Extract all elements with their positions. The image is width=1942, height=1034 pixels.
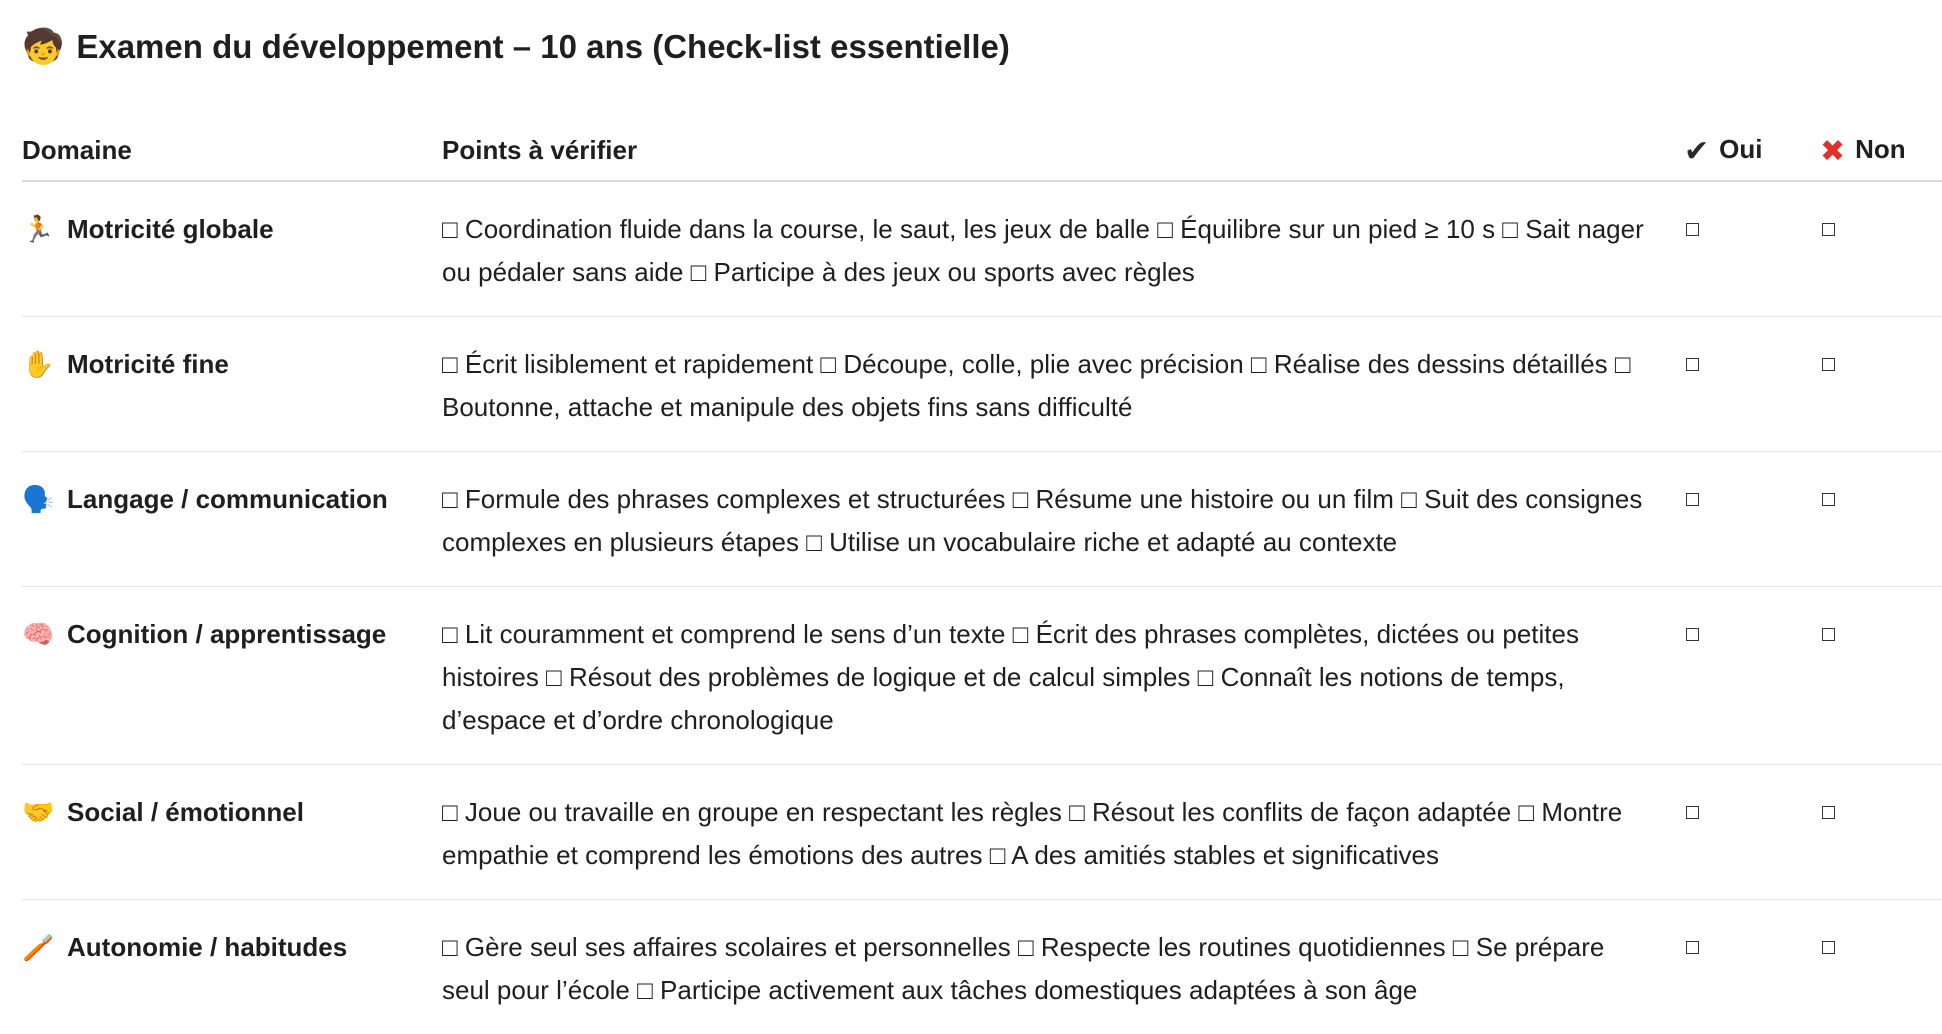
toothbrush-icon: 🪥 [22, 932, 55, 962]
non-cell [1820, 452, 1942, 587]
page-title [22, 22, 1918, 72]
points-cell: □ Écrit lisiblement et rapidement □ Découpe, colle, plie avec précision □ Réalise des dessins détaillés □ Boutonne, attache et manipule des objets fins sans difficulté [442, 349, 1631, 422]
header-domain: Domaine [22, 120, 442, 181]
non-cell [1820, 765, 1942, 900]
oui-checkbox[interactable] [1686, 493, 1699, 506]
points-cell: □ Joue ou travaille en groupe en respectant les règles □ Résout les conflits de façon adaptée □ Montre empathie et comprend les émotions des autres □ A des amitiés stables et significatives [442, 797, 1623, 870]
oui-cell [1684, 900, 1820, 1034]
points-cell: □ Lit couramment et comprend le sens d’un texte □ Écrit des phrases complètes, dictées ou petites histoires □ Résout des problèmes de logique et de calcul simples □ Connaît les notions de temps, d’espace et d’ordre chronologique [442, 619, 1579, 735]
oui-checkbox[interactable] [1686, 223, 1699, 236]
domain-cell [22, 587, 442, 765]
domain-cell [22, 765, 442, 900]
page-title-text: Examen du développement – 10 ans (Check-list essentielle) [76, 28, 1010, 65]
header-points: Points à vérifier [442, 120, 1684, 181]
oui-checkbox[interactable] [1686, 806, 1699, 819]
table-row [22, 452, 1942, 587]
header-non-label: Non [1855, 133, 1906, 164]
non-checkbox[interactable] [1822, 806, 1835, 819]
domain-label: Motricité fine [67, 349, 229, 379]
domain-label: Motricité globale [67, 214, 274, 244]
table-row [22, 900, 1942, 1034]
cross-mark-icon: ✖ [1820, 134, 1846, 168]
non-cell [1820, 900, 1942, 1034]
oui-checkbox[interactable] [1686, 358, 1699, 371]
domain-cell [22, 317, 442, 452]
handshake-icon: 🤝 [22, 797, 55, 827]
child-icon: 🧒 [22, 28, 65, 66]
domain-label: Langage / communication [67, 484, 388, 514]
non-checkbox[interactable] [1822, 941, 1835, 954]
oui-cell [1684, 587, 1820, 765]
domain-cell [22, 452, 442, 587]
domain-label: Social / émotionnel [67, 797, 304, 827]
header-non [1820, 120, 1942, 181]
header-oui [1684, 120, 1820, 181]
domain-label: Cognition / apprentissage [67, 619, 387, 649]
non-checkbox[interactable] [1822, 223, 1835, 236]
table-row [22, 765, 1942, 900]
header-oui-label: Oui [1719, 133, 1763, 164]
non-checkbox[interactable] [1822, 493, 1835, 506]
brain-icon: 🧠 [22, 619, 55, 649]
raised-hand-icon: ✋ [22, 349, 55, 379]
oui-cell [1684, 765, 1820, 900]
table-header [22, 120, 1942, 181]
table-row [22, 317, 1942, 452]
oui-cell [1684, 317, 1820, 452]
speaking-head-icon: 🗣️ [22, 484, 55, 514]
non-checkbox[interactable] [1822, 358, 1835, 371]
checklist-table [22, 120, 1942, 1034]
checkmark-icon: ✔ [1684, 134, 1710, 168]
non-cell [1820, 181, 1942, 317]
oui-checkbox[interactable] [1686, 628, 1699, 641]
table-row [22, 181, 1942, 317]
oui-cell [1684, 181, 1820, 317]
oui-checkbox[interactable] [1686, 941, 1699, 954]
table-row [22, 587, 1942, 765]
domain-label: Autonomie / habitudes [67, 932, 348, 962]
non-cell [1820, 317, 1942, 452]
domain-cell [22, 181, 442, 317]
running-person-icon: 🏃 [22, 214, 55, 244]
non-checkbox[interactable] [1822, 628, 1835, 641]
domain-cell [22, 900, 442, 1034]
oui-cell [1684, 452, 1820, 587]
points-cell: □ Gère seul ses affaires scolaires et personnelles □ Respecte les routines quotidiennes □ Se prépare seul pour l’école □ Participe activement aux tâches domestiques adaptées à son âge [442, 932, 1605, 1005]
table-body [22, 181, 1942, 1034]
points-cell: □ Formule des phrases complexes et structurées □ Résume une histoire ou un film □ Suit des consignes complexes en plusieurs étapes □ Utilise un vocabulaire riche et adapté au contexte [442, 484, 1643, 557]
points-cell: □ Coordination fluide dans la course, le saut, les jeux de balle □ Équilibre sur un pied ≥ 10 s □ Sait nager ou pédaler sans aide □ Participe à des jeux ou sports avec règles [442, 214, 1644, 287]
header-row [22, 120, 1942, 181]
non-cell [1820, 587, 1942, 765]
